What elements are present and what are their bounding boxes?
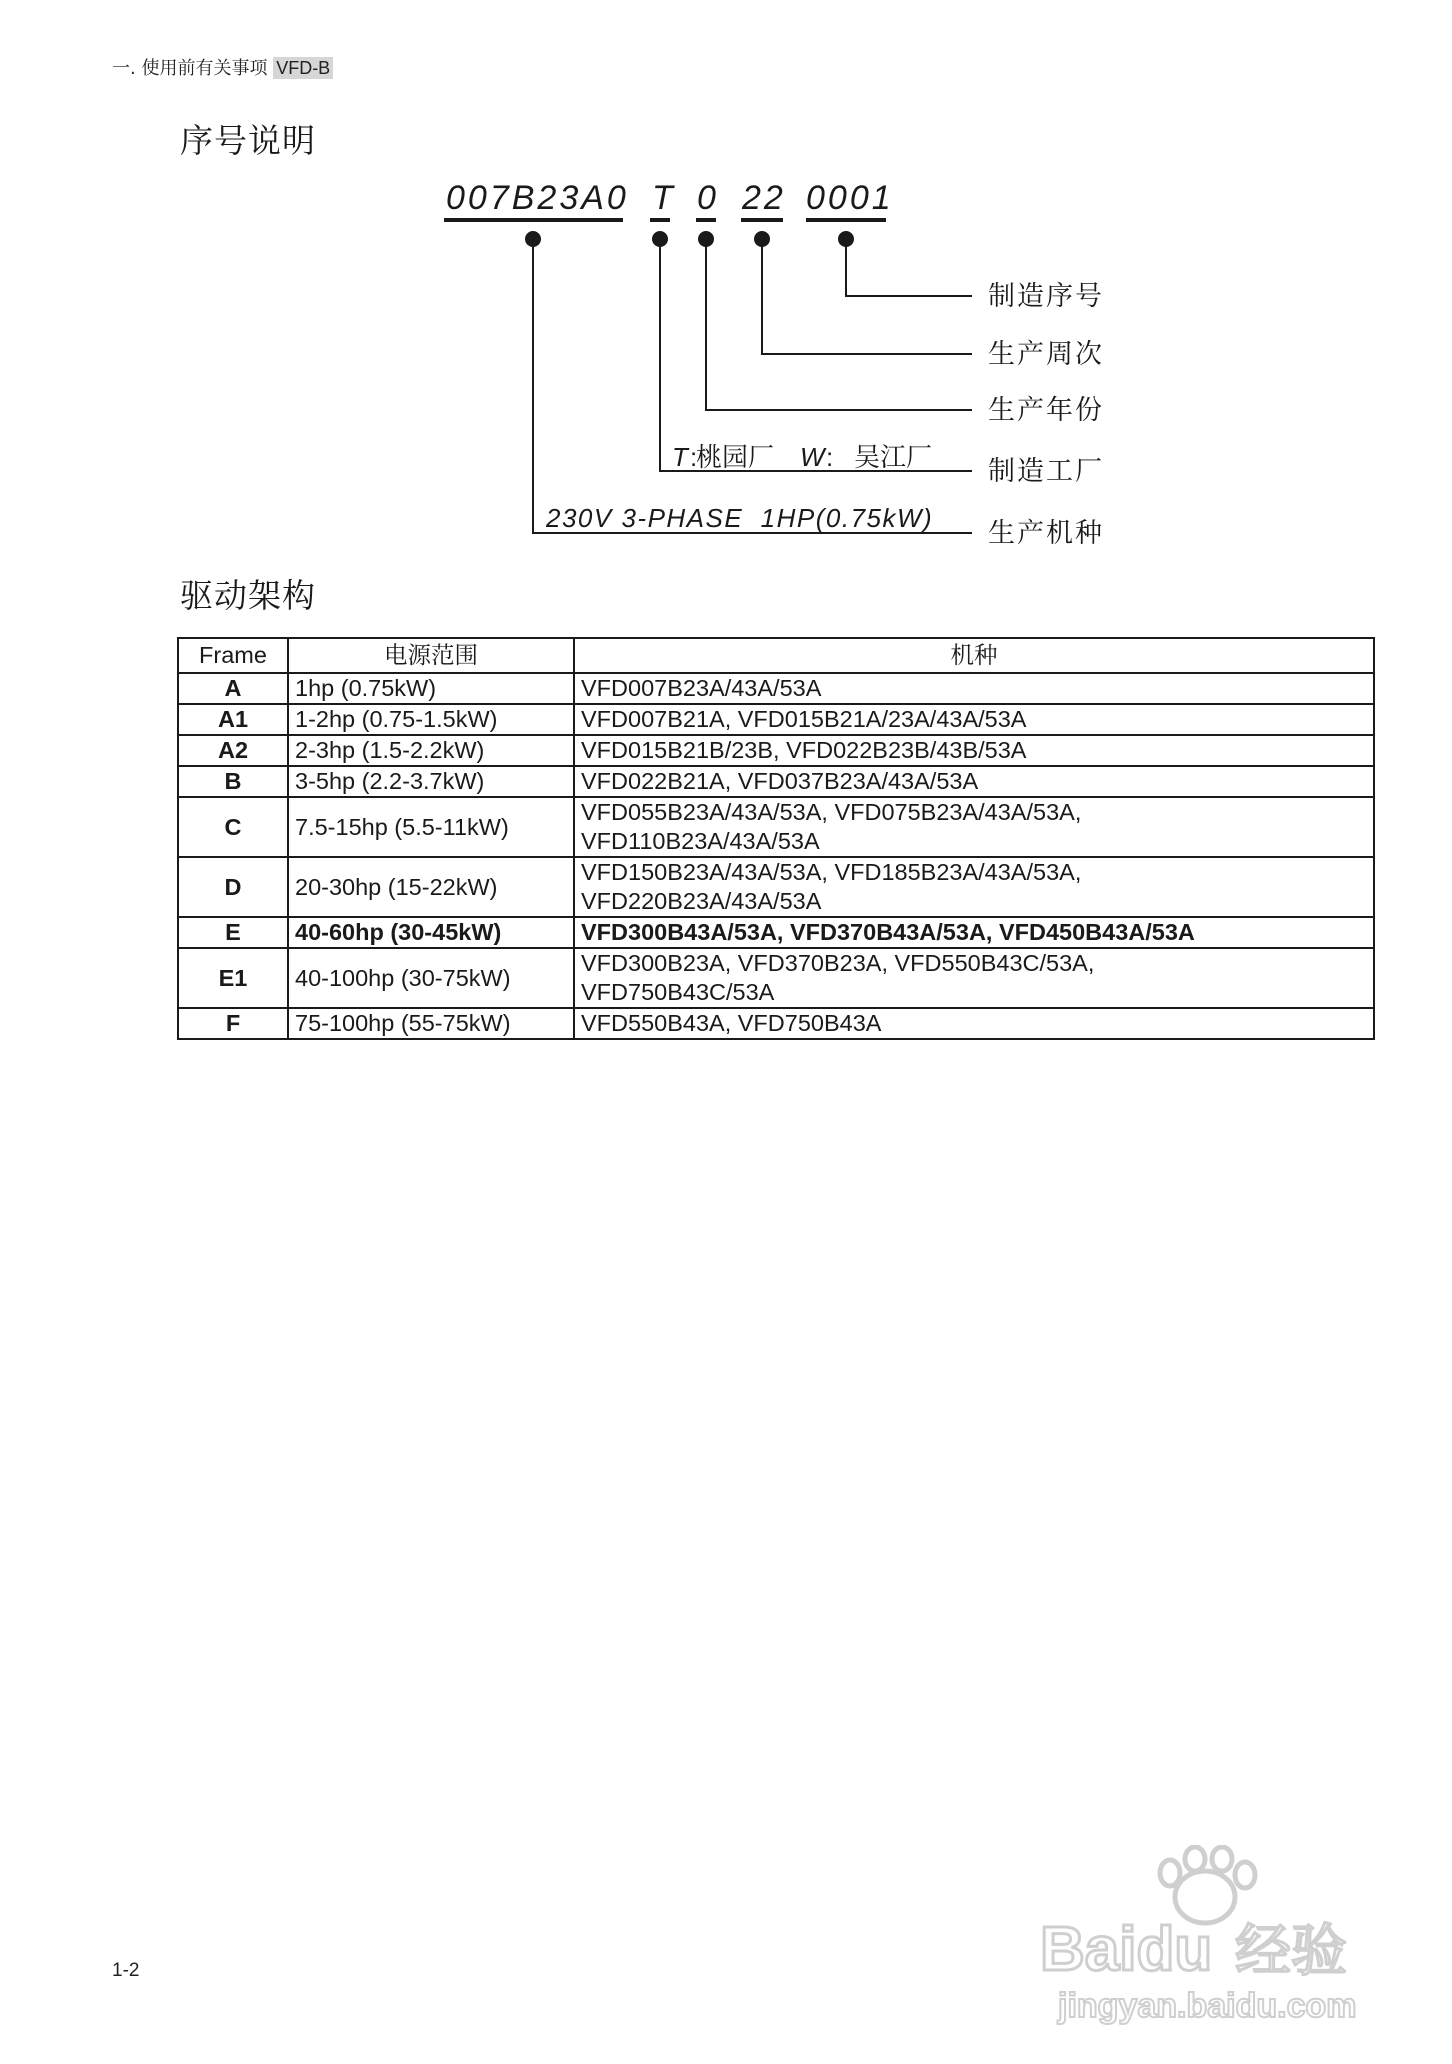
- serial-segment-number: 0001: [806, 179, 894, 217]
- model-note: 230V 3-PHASE 1HP(0.75kW): [546, 503, 934, 533]
- table-row: [178, 673, 1374, 704]
- table-row: [178, 917, 1374, 948]
- power-range-cell: 1hp (0.75kW): [288, 673, 574, 704]
- paw-logo-icon: [1160, 1847, 1255, 1923]
- table-row: [178, 735, 1374, 766]
- model-line: VFD007B23A/43A/53A: [581, 675, 822, 701]
- model-line: VFD007B21A, VFD015B21A/23A/43A/53A: [581, 706, 1027, 732]
- power-range-cell: 1-2hp (0.75-1.5kW): [288, 704, 574, 735]
- model-line: VFD022B21A, VFD037B23A/43A/53A: [581, 768, 979, 794]
- watermark-url: jingyan.baidu.com: [1058, 1987, 1357, 2025]
- model-line: VFD015B21B/23B, VFD022B23B/43B/53A: [581, 737, 1027, 763]
- svg-text::: :: [826, 442, 834, 472]
- serial-section-title: 序号说明: [180, 121, 316, 160]
- table-row: [178, 797, 1374, 857]
- frame-cell: A2: [178, 735, 288, 766]
- models-cell: [574, 797, 1374, 857]
- frame-cell: A1: [178, 704, 288, 735]
- chapter-title: 一. 使用前有关事项: [112, 58, 268, 79]
- serial-segment-model: 007B23A0: [446, 179, 629, 217]
- label-serial: 制造序号: [988, 281, 1104, 312]
- model-line: VFD750B43C/53A: [581, 979, 775, 1005]
- label-model: 生产机种: [988, 518, 1104, 549]
- models-cell: [574, 857, 1374, 917]
- column-header-frame: Frame: [178, 638, 288, 673]
- models-cell: [574, 704, 1374, 735]
- power-range-cell: 40-60hp (30-45kW): [288, 917, 574, 948]
- table-row: [178, 857, 1374, 917]
- svg-text::: :: [690, 442, 698, 472]
- power-range-cell: 20-30hp (15-22kW): [288, 857, 574, 917]
- label-factory: 制造工厂: [988, 456, 1104, 487]
- watermark-brand-cn: 经验: [1235, 1919, 1347, 1984]
- frame-cell: B: [178, 766, 288, 797]
- table-row: [178, 1008, 1374, 1039]
- serial-number-diagram: [0, 0, 1452, 560]
- models-cell: [574, 766, 1374, 797]
- power-range-cell: 2-3hp (1.5-2.2kW): [288, 735, 574, 766]
- factory-t-code: T: [672, 442, 688, 472]
- frame-table: [177, 637, 1375, 1040]
- frame-cell: C: [178, 797, 288, 857]
- model-line: VFD300B43A/53A, VFD370B43A/53A, VFD450B43A/53A: [581, 919, 1195, 945]
- table-row: [178, 704, 1374, 735]
- serial-segment-year: 0: [697, 179, 719, 217]
- power-range-cell: 75-100hp (55-75kW): [288, 1008, 574, 1039]
- serial-segment-week: 22: [742, 179, 786, 217]
- watermark-brand-latin: Baidu: [1040, 1915, 1213, 1984]
- frame-cell: E1: [178, 948, 288, 1008]
- baidu-jingyan-watermark: [1030, 1845, 1370, 2035]
- frame-cell: E: [178, 917, 288, 948]
- model-line: VFD220B23A/43A/53A: [581, 888, 822, 914]
- table-header-row: [178, 638, 1374, 673]
- table-row: [178, 766, 1374, 797]
- model-line: VFD150B23A/43A/53A, VFD185B23A/43A/53A,: [581, 859, 1082, 885]
- page-number: 1-2: [112, 1960, 140, 1981]
- frame-section-title: 驱动架构: [180, 576, 316, 615]
- table-row: [178, 948, 1374, 1008]
- power-range-cell: 7.5-15hp (5.5-11kW): [288, 797, 574, 857]
- factory-t-name: 桃园厂: [696, 443, 775, 473]
- serial-segment-factory: T: [652, 179, 676, 217]
- models-cell: [574, 735, 1374, 766]
- frame-cell: F: [178, 1008, 288, 1039]
- model-line: VFD550B43A, VFD750B43A: [581, 1010, 882, 1036]
- column-header-power-range: 电源范围: [288, 638, 574, 673]
- models-cell: [574, 917, 1374, 948]
- segment-dots: [525, 231, 854, 247]
- factory-w-code: W: [800, 442, 825, 472]
- label-year: 生产年份: [988, 395, 1104, 426]
- factory-note: [672, 442, 932, 473]
- frame-cell: D: [178, 857, 288, 917]
- models-cell: [574, 673, 1374, 704]
- models-cell: [574, 1008, 1374, 1039]
- factory-w-name: 吴江厂: [854, 443, 933, 473]
- frame-cell: A: [178, 673, 288, 704]
- models-cell: [574, 948, 1374, 1008]
- column-header-models: 机种: [574, 638, 1374, 673]
- power-range-cell: 3-5hp (2.2-3.7kW): [288, 766, 574, 797]
- model-line: VFD110B23A/43A/53A: [581, 828, 820, 854]
- product-name: VFD-B: [273, 57, 333, 79]
- label-week: 生产周次: [988, 339, 1104, 370]
- model-line: VFD300B23A, VFD370B23A, VFD550B43C/53A,: [581, 950, 1095, 976]
- power-range-cell: 40-100hp (30-75kW): [288, 948, 574, 1008]
- model-line: VFD055B23A/43A/53A, VFD075B23A/43A/53A,: [581, 799, 1082, 825]
- leader-lines: [533, 239, 972, 533]
